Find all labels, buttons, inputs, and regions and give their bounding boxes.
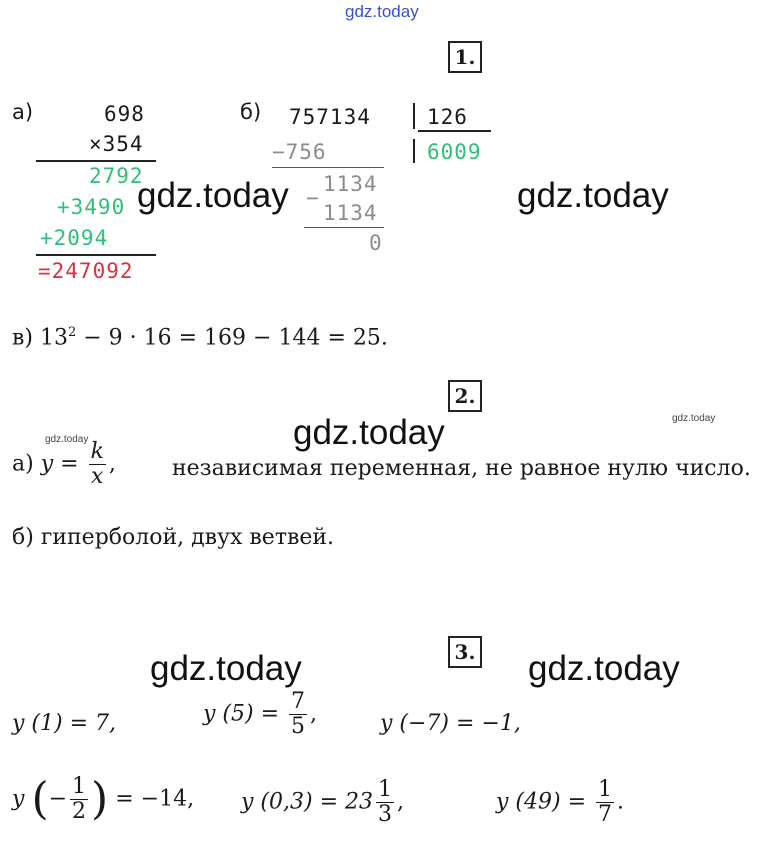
expr-5-lhs: y (0,3) = 23 — [241, 789, 373, 815]
expr-5-tail: , — [397, 789, 404, 815]
fraction-numerator: 7 — [291, 689, 306, 714]
task-1c-exponent: 2 — [67, 325, 77, 340]
partial-product-3: +2094 — [40, 226, 109, 250]
expr-4-y: y — [12, 786, 25, 812]
fraction-denominator: x — [91, 464, 104, 490]
minus-sign: − — [306, 186, 320, 210]
expr-2-lhs: y (5) = — [203, 701, 287, 727]
expr-6-lhs: y (49) = — [496, 789, 594, 815]
partial-product-2: +3490 — [57, 195, 126, 219]
task-2a-formula — [12, 440, 116, 489]
task-1b-label: б) — [240, 100, 262, 124]
fraction-numerator: 1 — [598, 777, 613, 802]
remainder-1: 1134 — [323, 172, 378, 196]
subtrahend-1: −756 — [272, 140, 327, 164]
multiplicand: 698 — [104, 102, 145, 126]
fraction-numerator: 1 — [72, 774, 87, 799]
fraction-1-over-2 — [70, 775, 88, 824]
div-line-2 — [304, 227, 384, 228]
task-1c-expression — [12, 325, 388, 350]
task-2b-text: б) гиперболой, двух ветвей. — [12, 525, 335, 550]
division-bar-top — [413, 103, 415, 129]
task-1c-base: 13 — [39, 325, 68, 351]
task-1c-label: в) — [12, 325, 33, 351]
task-3-expr-2 — [203, 690, 317, 739]
task-1-number: 1. — [448, 41, 482, 73]
fraction-denominator: 7 — [598, 802, 613, 828]
fraction-7-over-5 — [289, 690, 307, 739]
watermark-top: gdz.today — [345, 2, 419, 21]
task-2a-lhs: y — [40, 451, 54, 477]
task-2-number: 2. — [448, 380, 482, 412]
mult-line-2 — [36, 254, 156, 256]
task-2a-eq: = — [53, 451, 86, 477]
divisor-underline — [418, 130, 491, 132]
expr-4-tail: = −14, — [108, 786, 195, 812]
mult-line-1 — [36, 160, 156, 162]
dividend: 757134 — [289, 105, 371, 129]
division-bar-bottom — [413, 139, 415, 163]
div-line-1 — [272, 167, 384, 168]
fraction-denominator: 2 — [72, 799, 87, 825]
subtrahend-2: 1134 — [323, 201, 378, 225]
task-2a-text: независимая переменная, не равное нулю число. — [172, 456, 751, 481]
open-paren: ( — [31, 773, 49, 825]
watermark: gdz.today — [150, 649, 302, 688]
task-3-number: 3. — [448, 636, 482, 668]
watermark-small: gdz.today — [672, 413, 716, 424]
task-1a-label: а) — [12, 100, 34, 124]
task-2a-label: а) — [12, 451, 34, 477]
expr-4-minus: − — [48, 786, 68, 812]
task-3-expr-6 — [496, 778, 624, 827]
task-3-expr-3: y (−7) = −1, — [380, 711, 521, 736]
fraction-k-over-x — [89, 440, 106, 489]
fraction-numerator: 1 — [378, 777, 392, 802]
expr-6-tail: . — [617, 789, 625, 815]
partial-product-1: 2792 — [89, 164, 144, 188]
task-1c-rest: − 9 · 16 = 169 − 144 = 25. — [76, 325, 388, 351]
expr-2-tail: , — [310, 701, 318, 727]
task-3-expr-4 — [12, 775, 194, 824]
close-paren: ) — [91, 773, 109, 825]
fraction-denominator: 3 — [378, 802, 392, 828]
watermark-small: gdz.today — [45, 434, 89, 445]
task-3-expr-1: y (1) = 7, — [12, 711, 116, 736]
watermark: gdz.today — [517, 176, 669, 215]
divisor: 126 — [427, 105, 468, 129]
fraction-1-over-7 — [596, 778, 614, 827]
fraction-numerator: k — [90, 439, 104, 464]
watermark: gdz.today — [528, 649, 680, 688]
multiplier: ×354 — [89, 132, 144, 156]
product-result: =247092 — [38, 259, 134, 283]
fraction-denominator: 5 — [291, 714, 306, 740]
watermark: gdz.today — [137, 176, 289, 215]
task-2a-comma: , — [108, 451, 116, 477]
quotient: 6009 — [427, 140, 482, 164]
task-3-expr-5 — [241, 778, 404, 827]
fraction-1-over-3 — [376, 778, 394, 827]
watermark: gdz.today — [293, 413, 445, 452]
remainder-final: 0 — [369, 231, 383, 255]
